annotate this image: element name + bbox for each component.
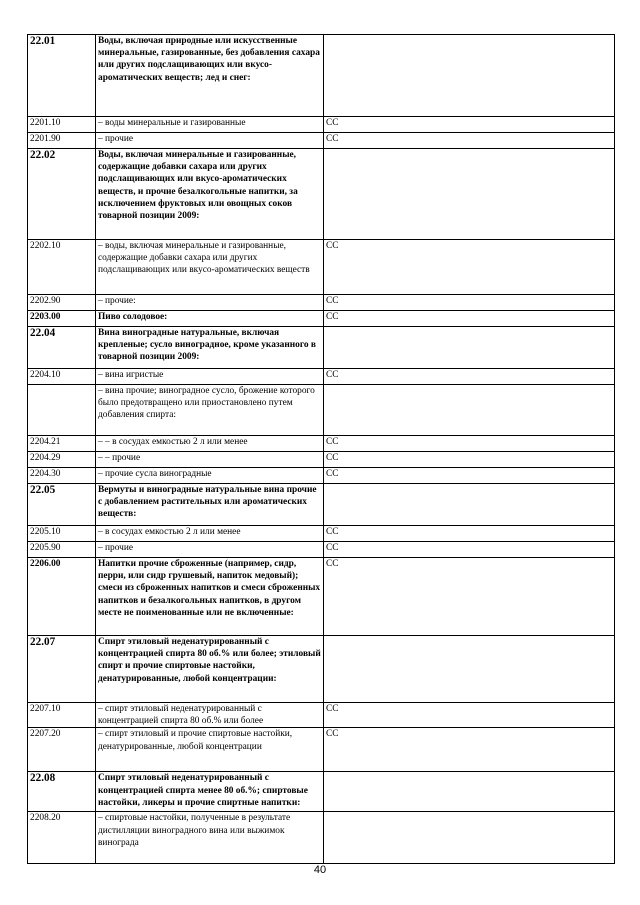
table-row (28, 133, 615, 149)
row-desc: Вина виноградные натуральные, включая крепленые; сусло виноградное, кроме указанного в товарной позиции 2009: (96, 327, 324, 369)
row-desc: Напитки прочие сброженные (например, сидр, перри, или сидр грушевый, напиток медовый); смеси из сброженных напитков и смеси сброженных напитков и безалкогольных напитков, в другом месте не поименованные или не включенные: (96, 558, 324, 636)
table-row (28, 149, 615, 240)
row-code: 22.05 (28, 484, 96, 526)
table-row (28, 369, 615, 385)
row-cert: СС (324, 295, 615, 311)
row-cert: СС (324, 311, 615, 327)
row-cert (324, 327, 615, 369)
row-code: 2202.10 (28, 240, 96, 295)
row-desc: – воды, включая минеральные и газированные, содержащие добавки сахара или других подслащивающих или вкусо-ароматических веществ (96, 240, 324, 295)
row-code: 2207.20 (28, 728, 96, 772)
row-desc: – спирт этиловый и прочие спиртовые настойки, денатурированные, любой концентрации (96, 728, 324, 772)
tariff-table (27, 34, 615, 864)
row-code: 22.04 (28, 327, 96, 369)
table-row (28, 311, 615, 327)
row-cert (324, 636, 615, 703)
table-row (28, 636, 615, 703)
row-code: 2201.10 (28, 117, 96, 133)
row-code: 2204.10 (28, 369, 96, 385)
row-code: 2205.10 (28, 526, 96, 542)
row-code: 2201.90 (28, 133, 96, 149)
row-desc: – прочие (96, 542, 324, 558)
table-row (28, 468, 615, 484)
table-row (28, 385, 615, 436)
row-desc: Спирт этиловый неденатурированный с концентрацией спирта 80 об.% или более; этиловый спирт и прочие спиртовые настойки, денатурированные, любой концентрации: (96, 636, 324, 703)
row-desc: – прочие (96, 133, 324, 149)
row-desc: – воды минеральные и газированные (96, 117, 324, 133)
tariff-table-body (28, 35, 615, 864)
page-number: 40 (313, 864, 327, 876)
row-cert: СС (324, 117, 615, 133)
row-desc: Спирт этиловый неденатурированный с концентрацией спирта менее 80 об.%; спиртовые настойки, ликеры и прочие спиртные напитки: (96, 772, 324, 812)
row-desc: Пиво солодовое: (96, 311, 324, 327)
table-row (28, 436, 615, 452)
row-code: 2207.10 (28, 703, 96, 728)
row-cert (324, 812, 615, 864)
row-cert: СС (324, 526, 615, 542)
table-row (28, 452, 615, 468)
row-cert: СС (324, 728, 615, 772)
row-code: 2204.29 (28, 452, 96, 468)
table-row (28, 728, 615, 772)
row-code: 2205.90 (28, 542, 96, 558)
row-desc: – вина прочие; виноградное сусло, брожение которого было предотвращено или приостановлено путем добавления спирта: (96, 385, 324, 436)
table-row (28, 484, 615, 526)
row-code: 22.07 (28, 636, 96, 703)
row-cert: СС (324, 558, 615, 636)
row-code (28, 385, 96, 436)
row-cert: СС (324, 133, 615, 149)
row-desc: – прочие: (96, 295, 324, 311)
row-cert: СС (324, 436, 615, 452)
row-code: 2208.20 (28, 812, 96, 864)
row-cert: СС (324, 452, 615, 468)
table-row (28, 526, 615, 542)
row-code: 2204.30 (28, 468, 96, 484)
row-desc: – в сосудах емкостью 2 л или менее (96, 526, 324, 542)
row-code: 22.08 (28, 772, 96, 812)
table-row (28, 703, 615, 728)
row-desc: – – в сосудах емкостью 2 л или менее (96, 436, 324, 452)
row-desc: – – прочие (96, 452, 324, 468)
table-row (28, 295, 615, 311)
row-desc: Воды, включая минеральные и газированные, содержащие добавки сахара или других подслащивающих или вкусо-ароматических веществ, и прочие безалкогольные напитки, за исключением фруктовых или овощных соков товарной позиции 2009: (96, 149, 324, 240)
row-code: 2203.00 (28, 311, 96, 327)
row-desc: Вермуты и виноградные натуральные вина прочие с добавлением растительных или ароматических веществ: (96, 484, 324, 526)
table-row (28, 812, 615, 864)
table-row (28, 327, 615, 369)
row-desc: – прочие сусла виноградные (96, 468, 324, 484)
table-row (28, 558, 615, 636)
row-desc: Воды, включая природные или искусственные минеральные, газированные, без добавления сахара или других подслащивающих или вкусо-ароматических веществ; лед и снег: (96, 35, 324, 117)
row-desc: – спиртовые настойки, полученные в результате дистилляции виноградного вина или выжимок винограда (96, 812, 324, 864)
row-cert (324, 149, 615, 240)
row-cert: СС (324, 542, 615, 558)
row-code: 22.01 (28, 35, 96, 117)
row-code: 22.02 (28, 149, 96, 240)
row-code: 2204.21 (28, 436, 96, 452)
row-cert (324, 484, 615, 526)
row-desc: – вина игристые (96, 369, 324, 385)
table-row (28, 35, 615, 117)
table-row (28, 542, 615, 558)
row-cert (324, 35, 615, 117)
table-row (28, 772, 615, 812)
row-code: 2206.00 (28, 558, 96, 636)
table-row (28, 117, 615, 133)
row-cert: СС (324, 240, 615, 295)
row-cert (324, 772, 615, 812)
row-code: 2202.90 (28, 295, 96, 311)
row-cert: СС (324, 369, 615, 385)
row-cert: СС (324, 468, 615, 484)
row-cert: СС (324, 703, 615, 728)
row-desc: – спирт этиловый неденатурированный с концентрацией спирта 80 об.% или более (96, 703, 324, 728)
table-row (28, 240, 615, 295)
row-cert (324, 385, 615, 436)
